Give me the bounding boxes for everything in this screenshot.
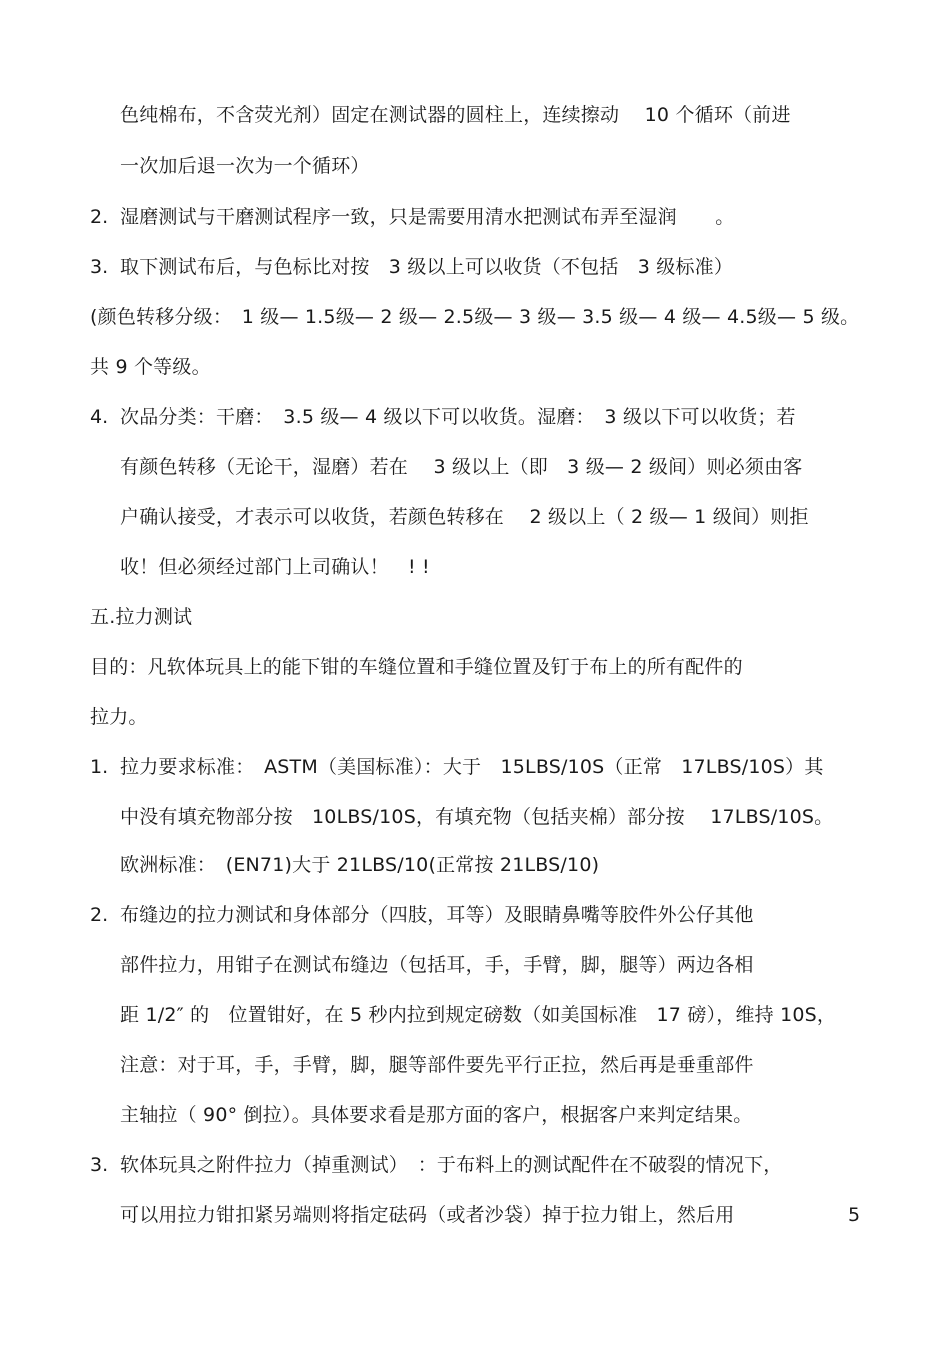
text-line: 次品分类：干磨： 3.5 级— 4 级以下可以收货。湿磨： 3 级以下可以收货；若 (120, 406, 796, 428)
section-heading: 五.拉力测试 (90, 606, 193, 628)
text-line: 取下测试布后，与色标比对按 3 级以上可以收货（不包括 3 级标准） (120, 256, 734, 278)
text-line: 湿磨测试与干磨测试程序一致，只是需要用清水把测试布弄至湿润 。 (120, 206, 735, 228)
text-line: 距 1/2″ 的 位置钳好，在 5 秒内拉到规定磅数（如美国标准 17 磅），维持 10S， (120, 1004, 837, 1026)
text-line: 主轴拉（ 90° 倒拉）。具体要求看是那方面的客户，根据客户来判定结果。 (120, 1104, 753, 1126)
text-line: 共 9 个等级。 (90, 356, 211, 378)
list-number: 3. (90, 256, 109, 278)
page-number: 5 (848, 1204, 861, 1226)
list-number: 3. (90, 1154, 109, 1176)
text-line: 部件拉力，用钳子在测试布缝边（包括耳，手，手臂，脚，腿等）两边各相 (120, 954, 754, 976)
list-number: 2. (90, 206, 109, 228)
text-line: 目的：凡软体玩具上的能下钳的车缝位置和手缝位置及钉于布上的所有配件的 (90, 656, 743, 678)
text-line: 有颜色转移（无论干，湿磨）若在 3 级以上（即 3 级— 2 级间）则必须由客 (120, 456, 803, 478)
list-number: 2. (90, 904, 109, 926)
text-line: (颜色转移分级： 1 级— 1.5级— 2 级— 2.5级— 3 级— 3.5 级— 4 级— 4.5级— 5 级。 (90, 306, 860, 328)
text-line: 中没有填充物部分按 10LBS/10S，有填充物（包括夹棉）部分按 17LBS/10S。 (120, 806, 834, 828)
text-line: 注意：对于耳，手，手臂，脚，腿等部件要先平行正拉，然后再是垂重部件 (120, 1054, 754, 1076)
text-line: 软体玩具之附件拉力（掉重测试） ：于布料上的测试配件在不破裂的情况下， (120, 1154, 783, 1176)
text-line: 欧洲标准： (EN71)大于 21LBS/10(正常按 21LBS/10) (120, 854, 600, 876)
text-line: 拉力。 (90, 706, 148, 728)
text-line: 一次加后退一次为一个循环） (120, 155, 370, 177)
text-line: 布缝边的拉力测试和身体部分（四肢，耳等）及眼睛鼻嘴等胶件外公仔其他 (120, 904, 754, 926)
text-line: 可以用拉力钳扣紧另端则将指定砝码（或者沙袋）掉于拉力钳上，然后用 (120, 1204, 735, 1226)
list-number: 4. (90, 406, 109, 428)
text-line: 户确认接受，才表示可以收货，若颜色转移在 2 级以上（ 2 级— 1 级间）则拒 (120, 506, 809, 528)
text-line: 收！但必须经过部门上司确认！ ! ! (120, 556, 430, 578)
list-number: 1. (90, 756, 109, 778)
text-line: 色纯棉布，不含荧光剂）固定在测试器的圆柱上，连续擦动 10 个循环（前进 (120, 104, 791, 126)
text-line: 拉力要求标准： ASTM（美国标准）：大于 15LBS/10S（正常 17LBS/10S）其 (120, 756, 824, 778)
